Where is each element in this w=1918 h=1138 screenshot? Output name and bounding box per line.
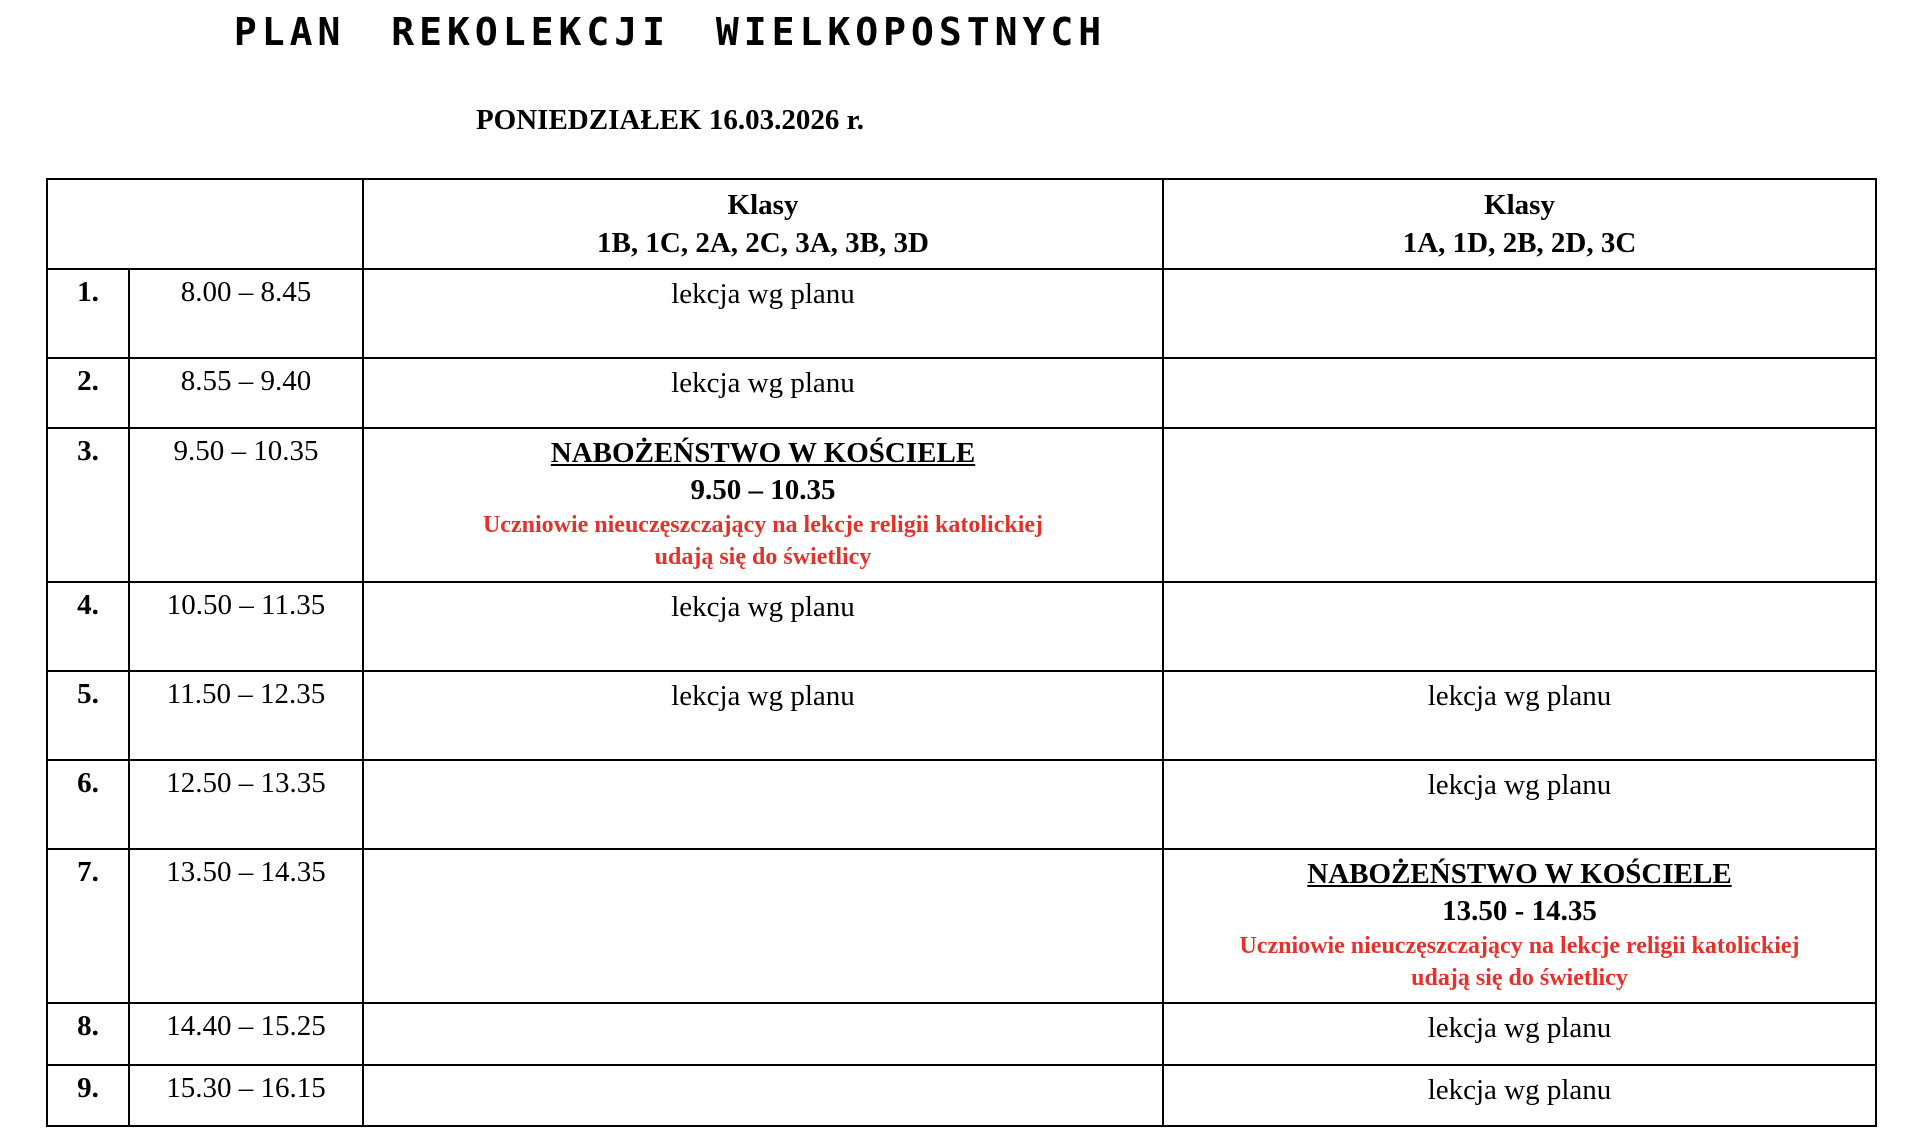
cell-group-2: lekcja wg planu — [1163, 671, 1876, 760]
row-number: 7. — [47, 849, 129, 1003]
table-row — [47, 269, 1876, 358]
date-heading: PONIEDZIAŁEK 16.03.2026 r. — [475, 104, 865, 136]
cell-group-1 — [363, 1065, 1163, 1126]
table-row — [47, 760, 1876, 849]
row-number: 3. — [47, 428, 129, 582]
row-time: 11.50 – 12.35 — [129, 671, 363, 760]
row-time: 15.30 – 16.15 — [129, 1065, 363, 1126]
service-note: Uczniowie nieuczęszczający na lekcje religii katolickiej — [1239, 933, 1800, 959]
table-row — [47, 671, 1876, 760]
cell-group-2 — [1163, 358, 1876, 428]
header-group-1-label: Klasy — [727, 189, 799, 221]
service-note: udają się do świetlicy — [654, 544, 872, 570]
table-row — [47, 1003, 1876, 1065]
service-note: Uczniowie nieuczęszczający na lekcje religii katolickiej — [482, 512, 1044, 538]
row-number: 6. — [47, 760, 129, 849]
service-title: NABOŻEŃSTWO W KOŚCIELE — [550, 437, 976, 469]
service-time: 13.50 - 14.35 — [1442, 895, 1597, 927]
table-row — [47, 428, 1876, 582]
cell-group-1: lekcja wg planu — [363, 582, 1163, 671]
table-row — [47, 1065, 1876, 1126]
row-time: 14.40 – 15.25 — [129, 1003, 363, 1065]
cell-group-2 — [1163, 269, 1876, 358]
row-time: 10.50 – 11.35 — [129, 582, 363, 671]
row-number: 5. — [47, 671, 129, 760]
cell-group-2: lekcja wg planu — [1163, 760, 1876, 849]
row-number: 4. — [47, 582, 129, 671]
cell-group-1: lekcja wg planu — [363, 269, 1163, 358]
cell-group-1-service — [363, 428, 1163, 582]
header-group-2-label: Klasy — [1484, 189, 1555, 221]
cell-group-2 — [1163, 582, 1876, 671]
cell-group-1 — [363, 849, 1163, 1003]
row-time: 8.55 – 9.40 — [129, 358, 363, 428]
cell-group-1: lekcja wg planu — [363, 671, 1163, 760]
table-row — [47, 358, 1876, 428]
row-number: 1. — [47, 269, 129, 358]
row-time: 9.50 – 10.35 — [129, 428, 363, 582]
row-time: 13.50 – 14.35 — [129, 849, 363, 1003]
service-title: NABOŻEŃSTWO W KOŚCIELE — [1307, 858, 1732, 890]
table-row — [47, 849, 1876, 1003]
cell-group-2: lekcja wg planu — [1163, 1003, 1876, 1065]
header-row — [47, 179, 1876, 269]
service-time: 9.50 – 10.35 — [690, 474, 836, 506]
table-row — [47, 582, 1876, 671]
cell-group-2-service — [1163, 849, 1876, 1003]
schedule-table — [46, 178, 1877, 1127]
row-time: 12.50 – 13.35 — [129, 760, 363, 849]
header-group-1-classes: 1B, 1C, 2A, 2C, 3A, 3B, 3D — [597, 227, 929, 259]
cell-group-2 — [1163, 428, 1876, 582]
cell-group-1 — [363, 760, 1163, 849]
row-time: 8.00 – 8.45 — [129, 269, 363, 358]
header-group-2 — [1163, 179, 1876, 269]
row-number: 8. — [47, 1003, 129, 1065]
page-title: PLAN REKOLEKCJI WIELKOPOSTNYCH — [233, 10, 1107, 54]
header-group-2-classes: 1A, 1D, 2B, 2D, 3C — [1402, 227, 1637, 259]
cell-group-1 — [363, 1003, 1163, 1065]
row-number: 9. — [47, 1065, 129, 1126]
row-number: 2. — [47, 358, 129, 428]
cell-group-2: lekcja wg planu — [1163, 1065, 1876, 1126]
service-note: udają się do świetlicy — [1411, 965, 1628, 991]
header-empty-cell — [47, 179, 363, 269]
header-group-1 — [363, 179, 1163, 269]
cell-group-1: lekcja wg planu — [363, 358, 1163, 428]
